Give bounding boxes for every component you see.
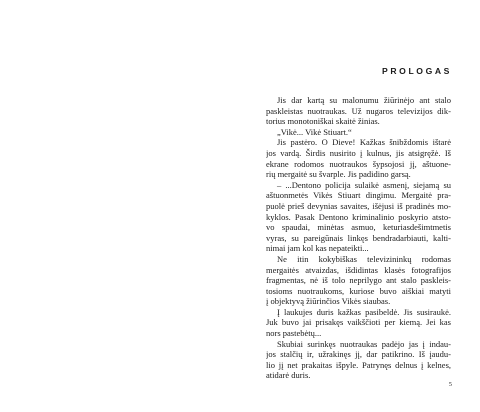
text-line: jos vardą. Širdis nusirito į kulnus, jis atsigręžė. Iš <box>266 147 451 158</box>
text-line: nors pastebėtų... <box>266 328 322 339</box>
text-line: į objektyvą žiūrinčios Vikės siaubas. <box>266 296 391 307</box>
text-line: Jis pastėro. O Dieve! Kažkas šnibždomis ištarė <box>277 137 451 148</box>
text-line: – ...Dentono policija sulaikė asmenį, siejamą su <box>277 179 451 190</box>
page-number: 5 <box>448 381 452 388</box>
text-line: jos stalčių ir, užrakinęs jį, dar patikrino. Iš įaudu- <box>266 349 451 360</box>
prologue-body-text <box>266 95 451 381</box>
text-line: Į laukujes duris kažkas pasibeldė. Jis susiraukė. <box>277 306 451 317</box>
text-line: ekrane rodomos nuotraukos šypsojosi jį, aštuone- <box>266 158 451 169</box>
text-line: nimai jam kol kas nepateikti... <box>266 243 369 254</box>
text-line: aštuonmetės Vikės Stiuart dingimu. Mergaitė pra- <box>266 190 451 201</box>
text-line: kyklos. Pasak Dentono kriminalinio poskyrio atsto- <box>266 211 451 222</box>
text-line: fragmentas, nė iš tolo neprilygo ant stalo paskleis- <box>266 275 451 286</box>
text-line: Juk buvo jai prisakęs vaikščioti per kiemą. Jei kas <box>266 317 451 328</box>
text-line: vo spaudai, minėtas asmuo, keturiasdešimtmetis <box>266 222 451 233</box>
text-line: torius monotoniškai skaitė žinias. <box>266 116 380 127</box>
text-line: mergaitės atvaizdas, išdidintas klasės fotografijos <box>266 264 451 275</box>
text-line: rių mergaitė su švarple. Jis padidino garsą. <box>266 169 411 180</box>
chapter-title: PROLOGAS <box>382 66 452 76</box>
text-line: Skubiai surinkęs nuotraukas padėjo jas į indau- <box>277 338 451 349</box>
text-line: paskleistas nuotraukas. Už nugaros televizijos dik- <box>266 105 451 116</box>
text-line: atidarė duris. <box>266 370 311 381</box>
text-line: Ne itin kokybiškas televizininkų rodomas <box>277 253 451 264</box>
text-line: tosioms nuotraukoms, kuriose buvo aiškiai matyti <box>266 285 451 296</box>
text-line: puolė prieš devynias savaites, išėjusi iš pradinės mo- <box>266 200 451 211</box>
text-line: lio jį net prakaitas išpyle. Patrynęs delnus į kelnes, <box>266 359 451 370</box>
text-line: „Vikė... Vikė Stiuart.“ <box>277 126 352 137</box>
text-line: vyras, su pareigūnais linkęs bendradarbiauti, kalti- <box>266 232 451 243</box>
text-line: Jis dar kartą su malonumu žiūrinėjo ant stalo <box>277 95 451 105</box>
